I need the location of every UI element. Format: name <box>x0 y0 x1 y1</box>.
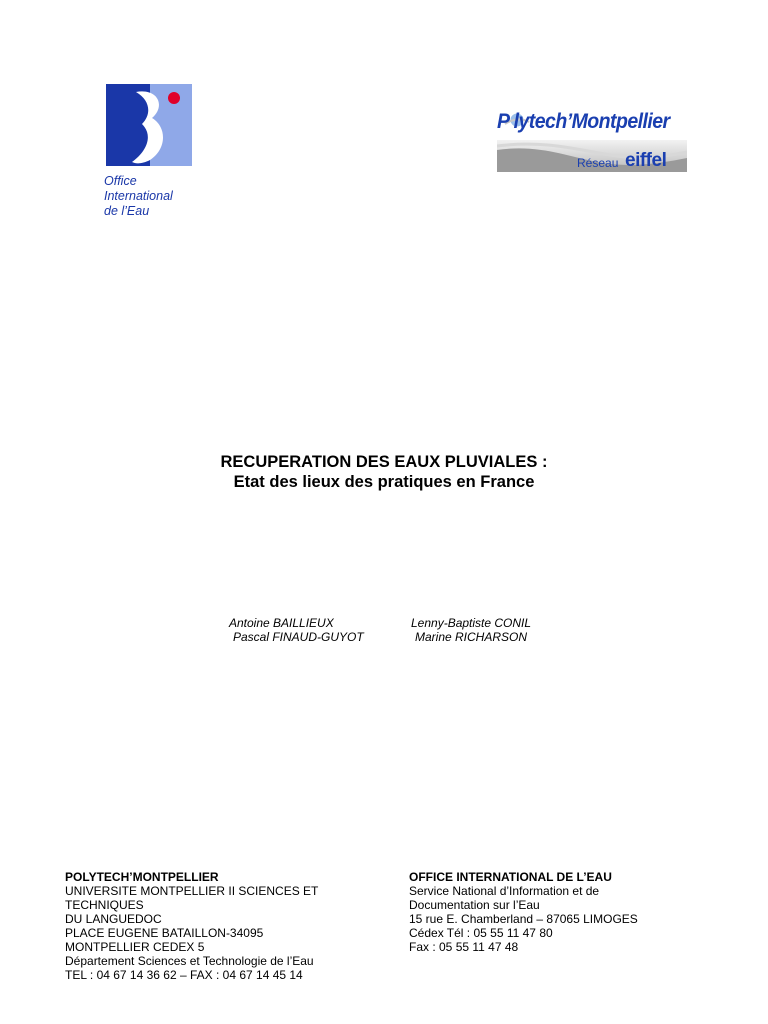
address-line: PLACE EUGENE BATAILLON-34095 <box>65 926 264 940</box>
address-line: UNIVERSITE MONTPELLIER II SCIENCES ET <box>65 884 319 898</box>
polytech-logo-eiffel: eiffel <box>625 150 667 171</box>
oieau-line-1: Office <box>104 174 137 188</box>
address-line: DU LANGUEDOC <box>65 912 162 926</box>
address-line: Département Sciences et Technologie de l’Eau <box>65 954 314 968</box>
address-line: MONTPELLIER CEDEX 5 <box>65 940 205 954</box>
author-name: Marine RICHARSON <box>415 630 528 644</box>
polytech-address-block <box>65 870 318 982</box>
address-line: 15 rue E. Chamberland – 87065 LIMOGES <box>409 912 638 926</box>
authors-right-column <box>411 616 531 644</box>
address-line: Cédex Tél : 05 55 11 47 80 <box>409 926 553 940</box>
oieau-logo <box>104 84 204 224</box>
address-line: Documentation sur l’Eau <box>409 898 540 912</box>
address-line: Service National d’Information et de <box>409 884 600 898</box>
polytech-logo-name: P lytech’Montpellier <box>497 110 670 133</box>
oieau-line-3: de l’Eau <box>104 204 150 218</box>
oieau-emblem-icon <box>106 84 192 166</box>
address-line: Fax : 05 55 11 47 48 <box>409 940 519 954</box>
title-line-1: RECUPERATION DES EAUX PLUVIALES : <box>220 453 548 471</box>
polytech-logo-reseau: Réseau <box>577 156 619 170</box>
oieau-line-2: International <box>104 189 173 203</box>
author-name: Lenny-Baptiste CONIL <box>411 616 532 630</box>
oieau-address-block <box>409 870 638 954</box>
oieau-logo-text <box>104 174 214 219</box>
document-title <box>0 452 768 492</box>
author-name: Pascal FINAUD-GUYOT <box>233 630 364 644</box>
address-line: TEL : 04 67 14 36 62 – FAX : 04 67 14 45 14 <box>65 968 303 982</box>
author-name: Antoine BAILLIEUX <box>229 616 334 630</box>
authors-left-column <box>229 616 364 644</box>
address-heading: POLYTECH’MONTPELLIER <box>65 870 219 884</box>
address-line: TECHNIQUES <box>65 898 144 912</box>
title-line-2: Etat des lieux des pratiques en France <box>233 473 535 491</box>
polytech-logo <box>497 106 687 178</box>
address-heading: OFFICE INTERNATIONAL DE L’EAU <box>409 870 612 884</box>
